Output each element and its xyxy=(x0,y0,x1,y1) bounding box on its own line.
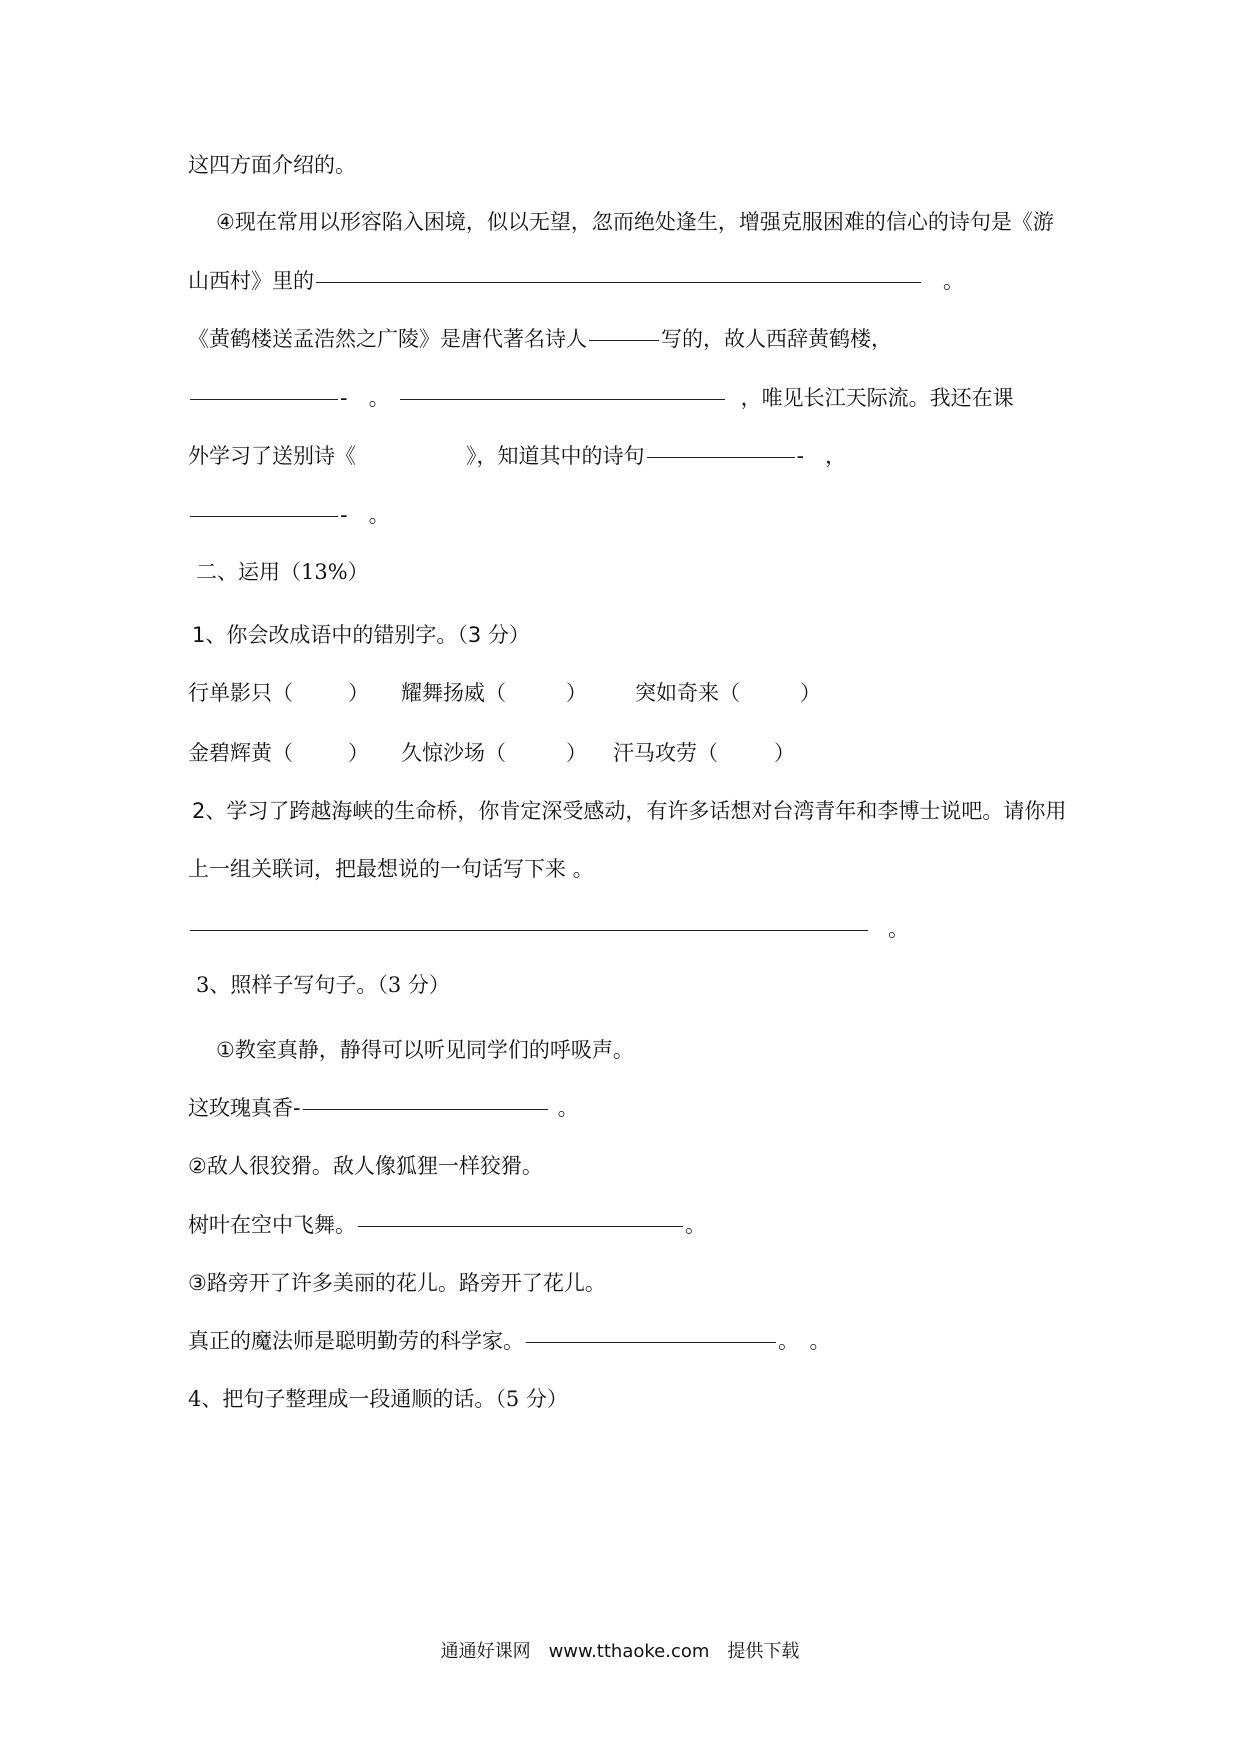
question-4-prompt xyxy=(216,207,1054,237)
answer-blank[interactable] xyxy=(647,457,795,458)
answer-blank[interactable] xyxy=(190,516,338,517)
line-text: 1、你会改成语中的错别字。（3 分） xyxy=(192,623,530,647)
line-text: 。 xyxy=(557,1096,579,1120)
idiom-row xyxy=(188,738,795,768)
line-text: ③路旁开了许多美丽的花儿。路旁开了花儿。 xyxy=(188,1271,606,1295)
line-text: - ， xyxy=(796,444,847,468)
question-2-cont xyxy=(188,854,594,884)
answer-blank[interactable] xyxy=(190,930,868,931)
line-text: 。 xyxy=(685,1213,706,1237)
line-text: 。 xyxy=(888,917,909,941)
line-text: - 。 xyxy=(340,386,390,410)
example-sentence xyxy=(216,1035,634,1065)
answer-blank[interactable] xyxy=(303,1109,548,1110)
question-4 xyxy=(188,1384,568,1414)
answer-blank[interactable] xyxy=(316,282,921,283)
line-text: 外学习了送别诗《 xyxy=(188,444,356,468)
question-3 xyxy=(196,970,450,1000)
fill-line xyxy=(188,1326,831,1356)
line-text: ④现在常用以形容陷入困境，似以无望，忽而绝处逢生，增强克服困难的信心的诗句是《游 xyxy=(216,210,1054,234)
example-sentence xyxy=(188,1151,543,1181)
fill-line xyxy=(188,441,846,471)
answer-blank[interactable] xyxy=(589,340,659,341)
question-2 xyxy=(192,796,1066,826)
line-text: 真正的魔法师是聪明勤劳的科学家。 xyxy=(188,1329,524,1353)
page-footer: 通通好课网 www.tthaoke.com 提供下载 xyxy=(440,1641,800,1662)
line-text: 2、学习了跨越海峡的生命桥，你肯定深受感动，有许多话想对台湾青年和李博士说吧。请你用 xyxy=(192,799,1067,823)
idiom-text: ） xyxy=(566,741,587,765)
line-text: 3、照样子写句子。（3 分） xyxy=(196,973,450,997)
line-text: 4、把句子整理成一段通顺的话。（5 分） xyxy=(188,1387,568,1411)
fill-line xyxy=(188,914,909,944)
answer-blank[interactable] xyxy=(358,1226,683,1227)
line-text: ，唯见长江天际流。我还在课 xyxy=(740,386,1014,410)
text-line xyxy=(188,150,356,180)
line-text: ①教室真静，静得可以听见同学们的呼吸声。 xyxy=(216,1038,634,1062)
line-text: - 。 xyxy=(340,503,390,527)
example-sentence xyxy=(188,1268,606,1298)
idiom-text: 突如奇来（ xyxy=(635,681,740,705)
heading-text: 二、运用（13%） xyxy=(196,560,369,584)
line-text: 。 xyxy=(943,269,964,293)
answer-blank[interactable] xyxy=(526,1342,776,1343)
line-text: ②敌人很狡猾。敌人像狐狸一样狡猾。 xyxy=(188,1154,543,1178)
idiom-text: 金碧辉黄（ xyxy=(188,741,293,765)
idiom-text: ） xyxy=(348,741,369,765)
idiom-text: ） xyxy=(774,741,795,765)
line-text: 上一组关联词，把最想说的一句话写下来 。 xyxy=(188,857,594,881)
fill-line xyxy=(188,1210,706,1240)
fill-line xyxy=(188,383,1014,413)
line-text: 这四方面介绍的。 xyxy=(188,153,356,177)
answer-blank[interactable] xyxy=(400,399,725,400)
line-text: 《黄鹤楼送孟浩然之广陵》是唐代著名诗人 xyxy=(188,327,587,351)
line-text: 这玫瑰真香- xyxy=(188,1096,301,1120)
idiom-text: ） xyxy=(348,681,369,705)
fill-line xyxy=(188,266,964,296)
idiom-text: 久惊沙场（ xyxy=(401,741,506,765)
line-text: 山西村》里的 xyxy=(188,269,314,293)
poem-line xyxy=(188,324,892,354)
line-text: 写的，故人西辞黄鹤楼， xyxy=(661,327,892,351)
idiom-text: ） xyxy=(800,681,821,705)
idiom-text: 行单影只（ xyxy=(188,681,293,705)
fill-line xyxy=(188,500,390,530)
line-text: 。 。 xyxy=(778,1329,831,1353)
question-1 xyxy=(192,620,530,650)
line-text: 树叶在空中飞舞。 xyxy=(188,1213,356,1237)
answer-blank[interactable] xyxy=(190,399,338,400)
idiom-text: 汗马攻劳（ xyxy=(613,741,718,765)
section-heading xyxy=(196,557,369,587)
idiom-text: ） xyxy=(566,681,587,705)
line-text: 》，知道其中的诗句 xyxy=(466,444,645,468)
idiom-text: 耀舞扬威（ xyxy=(401,681,506,705)
idiom-row xyxy=(188,678,821,708)
fill-line xyxy=(188,1093,579,1123)
